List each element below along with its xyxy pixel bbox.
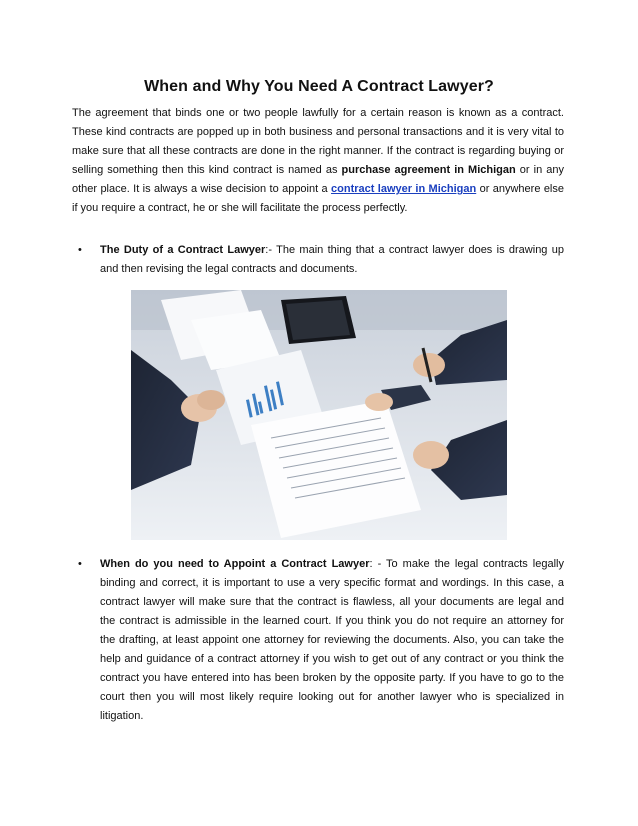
bullet-text: : - To make the legal contracts legally binding and correct, it is important to use a very specific format and wordings. In this case, a contract lawyer will make sure that the contract is flawless, all your documents are legal and the contract is admissible in the learned court. If you think you do not require an attorney for the drafting, at least appoint one attorney for reviewing the documents. Also, you can take the help and guidance of a contract attorney if you wish to get out of any contract or you think the contract you have entered into has been broken by the opposite party. If you have to go to the court then you will most likely require looking out for another lawyer who is specialized in litigation.	[100, 558, 564, 722]
purchase-agreement-bold: purchase agreement in Michigan	[341, 164, 516, 176]
bullet-heading: When do you need to Appoint a Contract Lawyer	[100, 558, 370, 570]
list-item	[78, 555, 564, 726]
contract-lawyer-link[interactable]: contract lawyer in Michigan	[331, 183, 477, 195]
intro-text-2: or in any other place. It is always a wise decision to appoint a	[72, 164, 565, 195]
bullet-heading: The Duty of a Contract Lawyer	[100, 244, 266, 256]
bullet-icon: •	[78, 558, 82, 570]
bullet-text: :- The main thing that a contract lawyer does is drawing up and then revising the legal contracts and documents.	[100, 244, 564, 275]
intro-text-3: or anywhere else if you require a contract, he or she will facilitate the process perfectly.	[72, 183, 564, 214]
page-title: When and Why You Need A Contract Lawyer?	[144, 78, 494, 95]
list-item	[78, 241, 564, 279]
intro-paragraph	[72, 104, 564, 218]
contract-meeting-photo	[131, 290, 507, 540]
intro-text-1: The agreement that binds one or two people lawfully for a certain reason is known as a contract. These kind contracts are popped up in both business and personal transactions and it is very vital to make sure that all these contracts are done in the right manner. If the contract is regarding buying or selling something then this kind contract is named as	[72, 107, 564, 176]
bullet-icon: •	[78, 244, 82, 256]
